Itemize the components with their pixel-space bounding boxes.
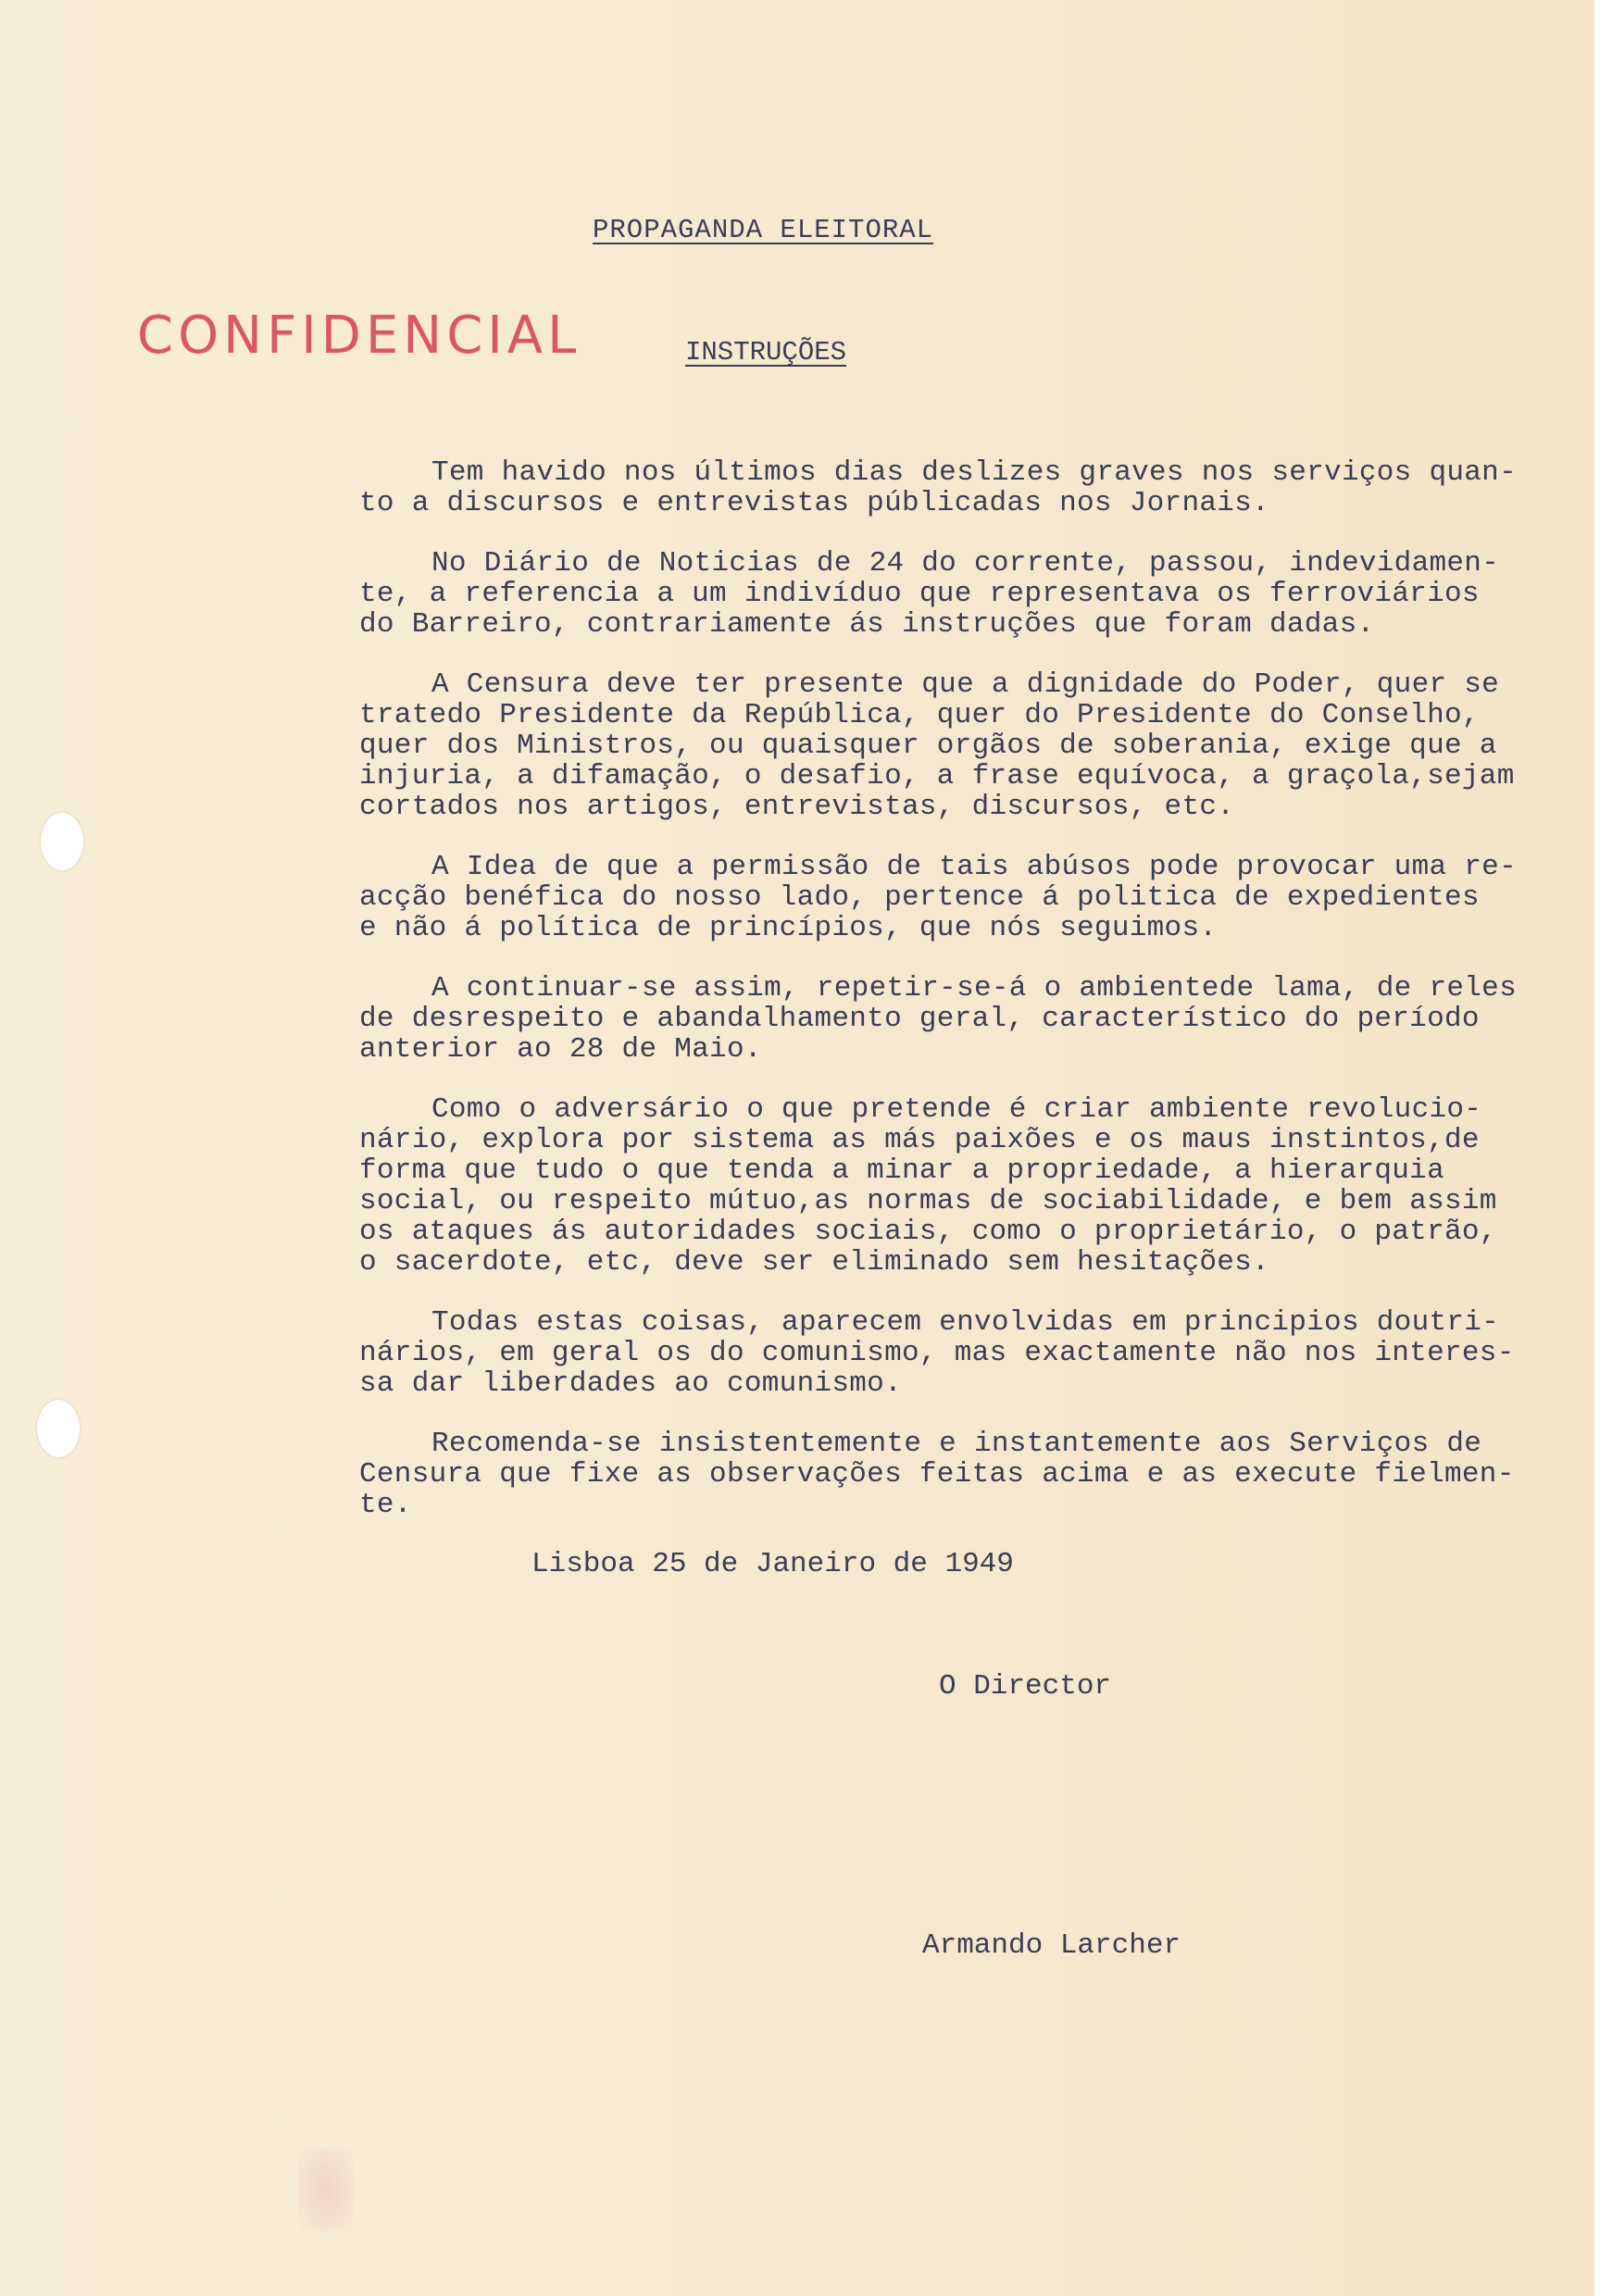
punch-hole-top — [41, 813, 83, 870]
paragraph — [359, 1429, 1591, 1520]
paragraph-line: de desrespeito e abandalhamento geral, característico do período — [359, 1003, 1480, 1035]
place-date: Lisboa 25 de Janeiro de 1949 — [531, 1548, 1014, 1580]
paragraph-line: A continuar-se assim, repetir-se-á o ambientede lama, de reles — [431, 972, 1517, 1004]
paragraph — [359, 548, 1591, 640]
paragraph-line: te. — [359, 1489, 412, 1521]
document-subtitle: INSTRUÇÕES — [685, 337, 847, 368]
paragraph-line: cortados nos artigos, entrevistas, discursos, etc. — [359, 791, 1235, 823]
paragraph-line: social, ou respeito mútuo,as normas de sociabilidade, e bem assim — [359, 1185, 1497, 1217]
paragraph-line: os ataques ás autoridades sociais, como o proprietário, o patrão, — [359, 1216, 1497, 1248]
paragraph-line: acção benéfica do nosso lado, pertence á politica de expedientes — [359, 881, 1480, 914]
paragraph-line: tratedo Presidente da República, quer do Presidente do Conselho, — [359, 699, 1480, 731]
paragraph — [359, 457, 1591, 518]
paragraph-line: e não á política de princípios, que nós seguimos. — [359, 912, 1218, 944]
paragraph — [359, 1307, 1591, 1399]
paragraph-line: te, a referencia a um indivíduo que representava os ferroviários — [359, 578, 1480, 610]
paragraph — [359, 1094, 1591, 1278]
page-edge — [1594, 0, 1600, 2296]
punch-hole-bottom — [37, 1400, 80, 1457]
paragraph — [359, 669, 1591, 822]
paragraph-line: A Censura deve ter presente que a dignidade do Poder, quer se — [431, 668, 1500, 701]
paragraph-line: nário, explora por sistema as más paixões e os maus instintos,de — [359, 1124, 1480, 1156]
paragraph-line: Todas estas coisas, aparecem envolvidas em principios doutri- — [431, 1306, 1500, 1339]
paragraph-line: Tem havido nos últimos dias deslizes graves nos serviços quan- — [431, 456, 1517, 489]
paragraph-line: o sacerdote, etc, deve ser eliminado sem hesitações. — [359, 1246, 1269, 1279]
document-body — [359, 457, 1591, 1550]
paragraph-line: Recomenda-se insistentemente e instantemente aos Serviços de — [431, 1428, 1482, 1460]
paragraph-line: Censura que fixe as observações feitas acima e as execute fielmen- — [359, 1458, 1515, 1491]
paper-stain — [298, 2148, 354, 2231]
confidential-stamp: CONFIDENCIAL — [137, 306, 581, 366]
paragraph — [359, 852, 1591, 943]
signatory-role: O Director — [939, 1670, 1112, 1703]
paragraph-line: Como o adversário o que pretende é criar ambiente revolucio- — [431, 1093, 1482, 1126]
paragraph-line: nários, em geral os do comunismo, mas exactamente não nos interes- — [359, 1337, 1515, 1369]
paragraph-line: do Barreiro, contrariamente ás instruções que foram dadas. — [359, 608, 1375, 641]
paragraph-line: quer dos Ministros, ou quaisquer orgãos de soberania, exige que a — [359, 730, 1497, 762]
signatory-name: Armando Larcher — [922, 1929, 1181, 1962]
paragraph-line: to a discursos e entrevistas públicadas nos Jornais. — [359, 487, 1269, 519]
paragraph-line: forma que tudo o que tenda a minar a propriedade, a hierarquia — [359, 1154, 1444, 1187]
paragraph-line: anterior ao 28 de Maio. — [359, 1033, 762, 1066]
paragraph-line: A Idea de que a permissão de tais abúsos pode provocar uma re- — [431, 851, 1517, 883]
document-title: PROPAGANDA ELEITORAL — [593, 215, 934, 245]
paragraph-line: No Diário de Noticias de 24 do corrente, passou, indevidamen- — [431, 547, 1500, 580]
paragraph — [359, 973, 1591, 1065]
paragraph-line: injuria, a difamação, o desafio, a frase equívoca, a graçola,sejam — [359, 760, 1515, 792]
paragraph-line: sa dar liberdades ao comunismo. — [359, 1367, 902, 1400]
